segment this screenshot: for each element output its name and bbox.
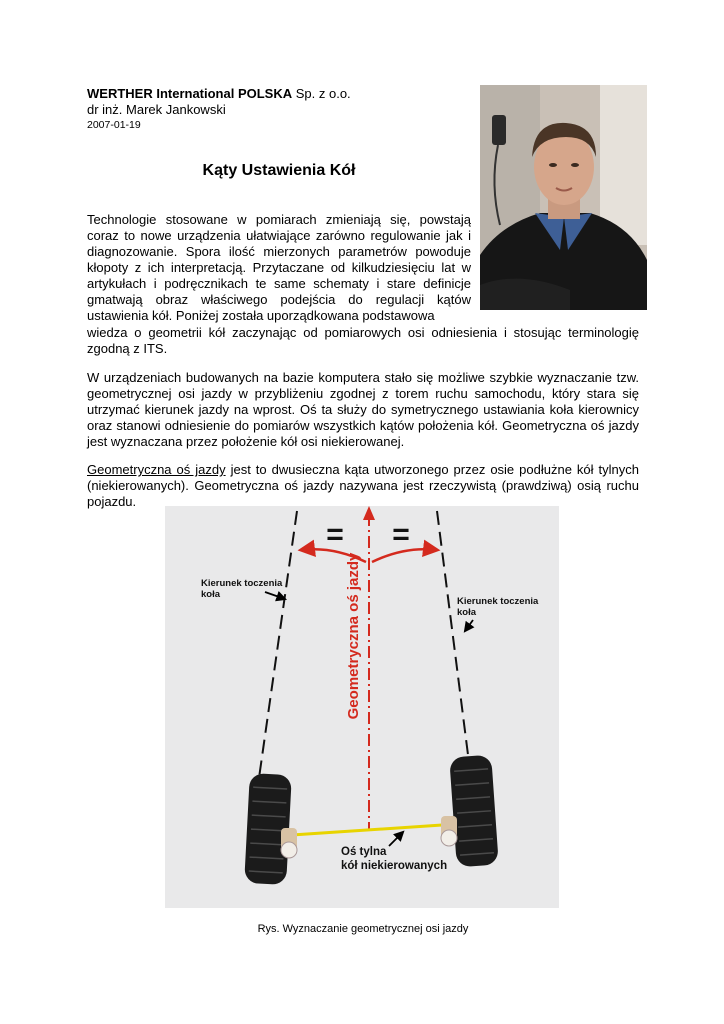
figure-diagram	[165, 506, 559, 908]
label-left-line1: Kierunek toczenia	[201, 578, 283, 589]
label-right-line1: Kierunek toczenia	[457, 596, 539, 607]
axis-label: Geometryczna oś jazdy	[345, 552, 362, 720]
document-header	[87, 86, 467, 132]
company-name: WERTHER International POLSKA Sp. z o.o.	[87, 86, 351, 101]
defined-term: Geometryczna oś jazdy	[87, 462, 226, 477]
figure-thrust-line	[165, 506, 559, 908]
intro-paragraph-part-2: wiedza o geometrii kół zaczynając od pomiarowych osi odniesienia i stosując terminologię zgodną z ITS.	[87, 325, 639, 356]
paragraph-computer-devices: W urządzeniach budowanych na bazie komputera stało się możliwe szybkie wyznaczanie tzw. geometrycznej osi jazdy w przybliżeniu zgodnej z torem ruchu samochodu, który stara się utrzymać kierunek jazdy na wprost. Oś ta służy do symetrycznego ustawiania koła kierownicy oraz stanowi odniesienie do pomiarów wszystkich kątów położenia kół. Geometryczna oś jazdy jest wyznaczana przez położenie kół osi niekierowanej.	[87, 370, 639, 449]
author-photo	[480, 85, 647, 310]
figure-caption: Rys. Wyznaczanie geometrycznej osi jazdy	[257, 923, 469, 935]
paragraph-definition: Geometryczna oś jazdy jest to dwusieczna kąta utworzonego przez osie podłużne kół tylnych (niekierowanych). Geometryczna oś jazdy nazywana jest rzeczywistą (prawdziwą) osią ruchu pojazdu.	[87, 462, 639, 509]
rear-axle-label-line1: Oś tylna	[341, 846, 387, 858]
label-right-line2: koła	[457, 607, 477, 618]
equal-sign-right: =	[392, 518, 410, 551]
rear-axle-label-line2: kół niekierowanych	[341, 860, 448, 872]
document-date: 2007-01-19	[87, 119, 141, 131]
intro-paragraph-part-1: Technologie stosowane w pomiarach zmieniają się, powstają coraz to nowe urządzenia ułatwiające zarówno regulowanie jak i diagnozowanie. Spora ilość mierzonych parametrów powoduje kłopoty z ich interpretacją. Przytaczane od kilkudziesięciu lat w artykułach i podręcznikach te same schematy i stare definicje gmatwają obraz właściwego podejścia do regulacji kątów ustawienia kół. Poniżej została uporządkowana podstawowa	[87, 212, 471, 323]
author-name: dr inż. Marek Jankowski	[87, 102, 226, 117]
document-title: Kąty Ustawienia Kół	[202, 162, 356, 179]
equal-sign-left: =	[326, 518, 344, 551]
portrait-illustration	[480, 85, 647, 310]
label-left-line2: koła	[201, 589, 221, 600]
